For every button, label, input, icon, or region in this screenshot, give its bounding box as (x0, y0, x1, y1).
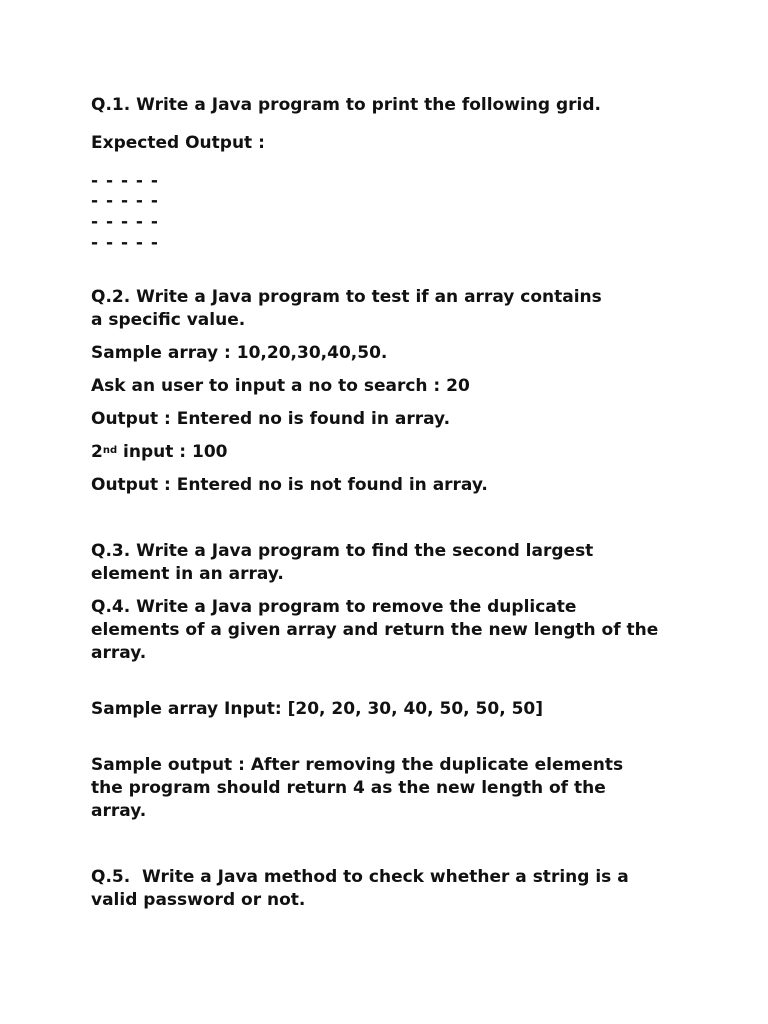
q2-second-input-number: 2 (91, 442, 103, 462)
q3-line1: Q.3. Write a Java program to find the second largest (91, 541, 594, 561)
q5-line1: Q.5. Write a Java method to check whether a string is a (91, 867, 629, 887)
q1-grid-row: - - - - - (91, 171, 159, 191)
q2-second-input-text: input : 100 (117, 442, 228, 462)
q2-title-line2: a specific value. (91, 310, 246, 330)
q2-second-input (91, 441, 228, 464)
q4-line3: array. (91, 643, 147, 663)
q2-second-input-ordinal: nd (102, 445, 118, 456)
q4-sample-output-line2: the program should return 4 as the new length of the (91, 778, 606, 798)
q4-line1: Q.4. Write a Java program to remove the duplicate (91, 597, 577, 617)
q2-sample-array: Sample array : 10,20,30,40,50. (91, 343, 388, 363)
q1-grid-row: - - - - - (91, 233, 159, 253)
q5-line2: valid password or not. (91, 890, 306, 910)
q2-output-found: Output : Entered no is found in array. (91, 409, 451, 429)
q2-output-not-found: Output : Entered no is not found in array. (91, 475, 488, 495)
q3-line2: element in an array. (91, 564, 284, 584)
q4-sample-output-line3: array. (91, 801, 147, 821)
q2-title-line1: Q.2. Write a Java program to test if an array contains (91, 287, 602, 307)
q1-expected-output-label: Expected Output : (91, 133, 265, 153)
q2-ask-input: Ask an user to input a no to search : 20 (91, 376, 470, 396)
q1-grid-row: - - - - - (91, 212, 159, 232)
q4-line2: elements of a given array and return the new length of the (91, 620, 659, 640)
q1-title: Q.1. Write a Java program to print the following grid. (91, 95, 601, 115)
q4-sample-output-line1: Sample output : After removing the duplicate elements (91, 755, 624, 775)
q4-sample-input: Sample array Input: [20, 20, 30, 40, 50, 50, 50] (91, 699, 544, 719)
q1-grid-row: - - - - - (91, 191, 159, 211)
